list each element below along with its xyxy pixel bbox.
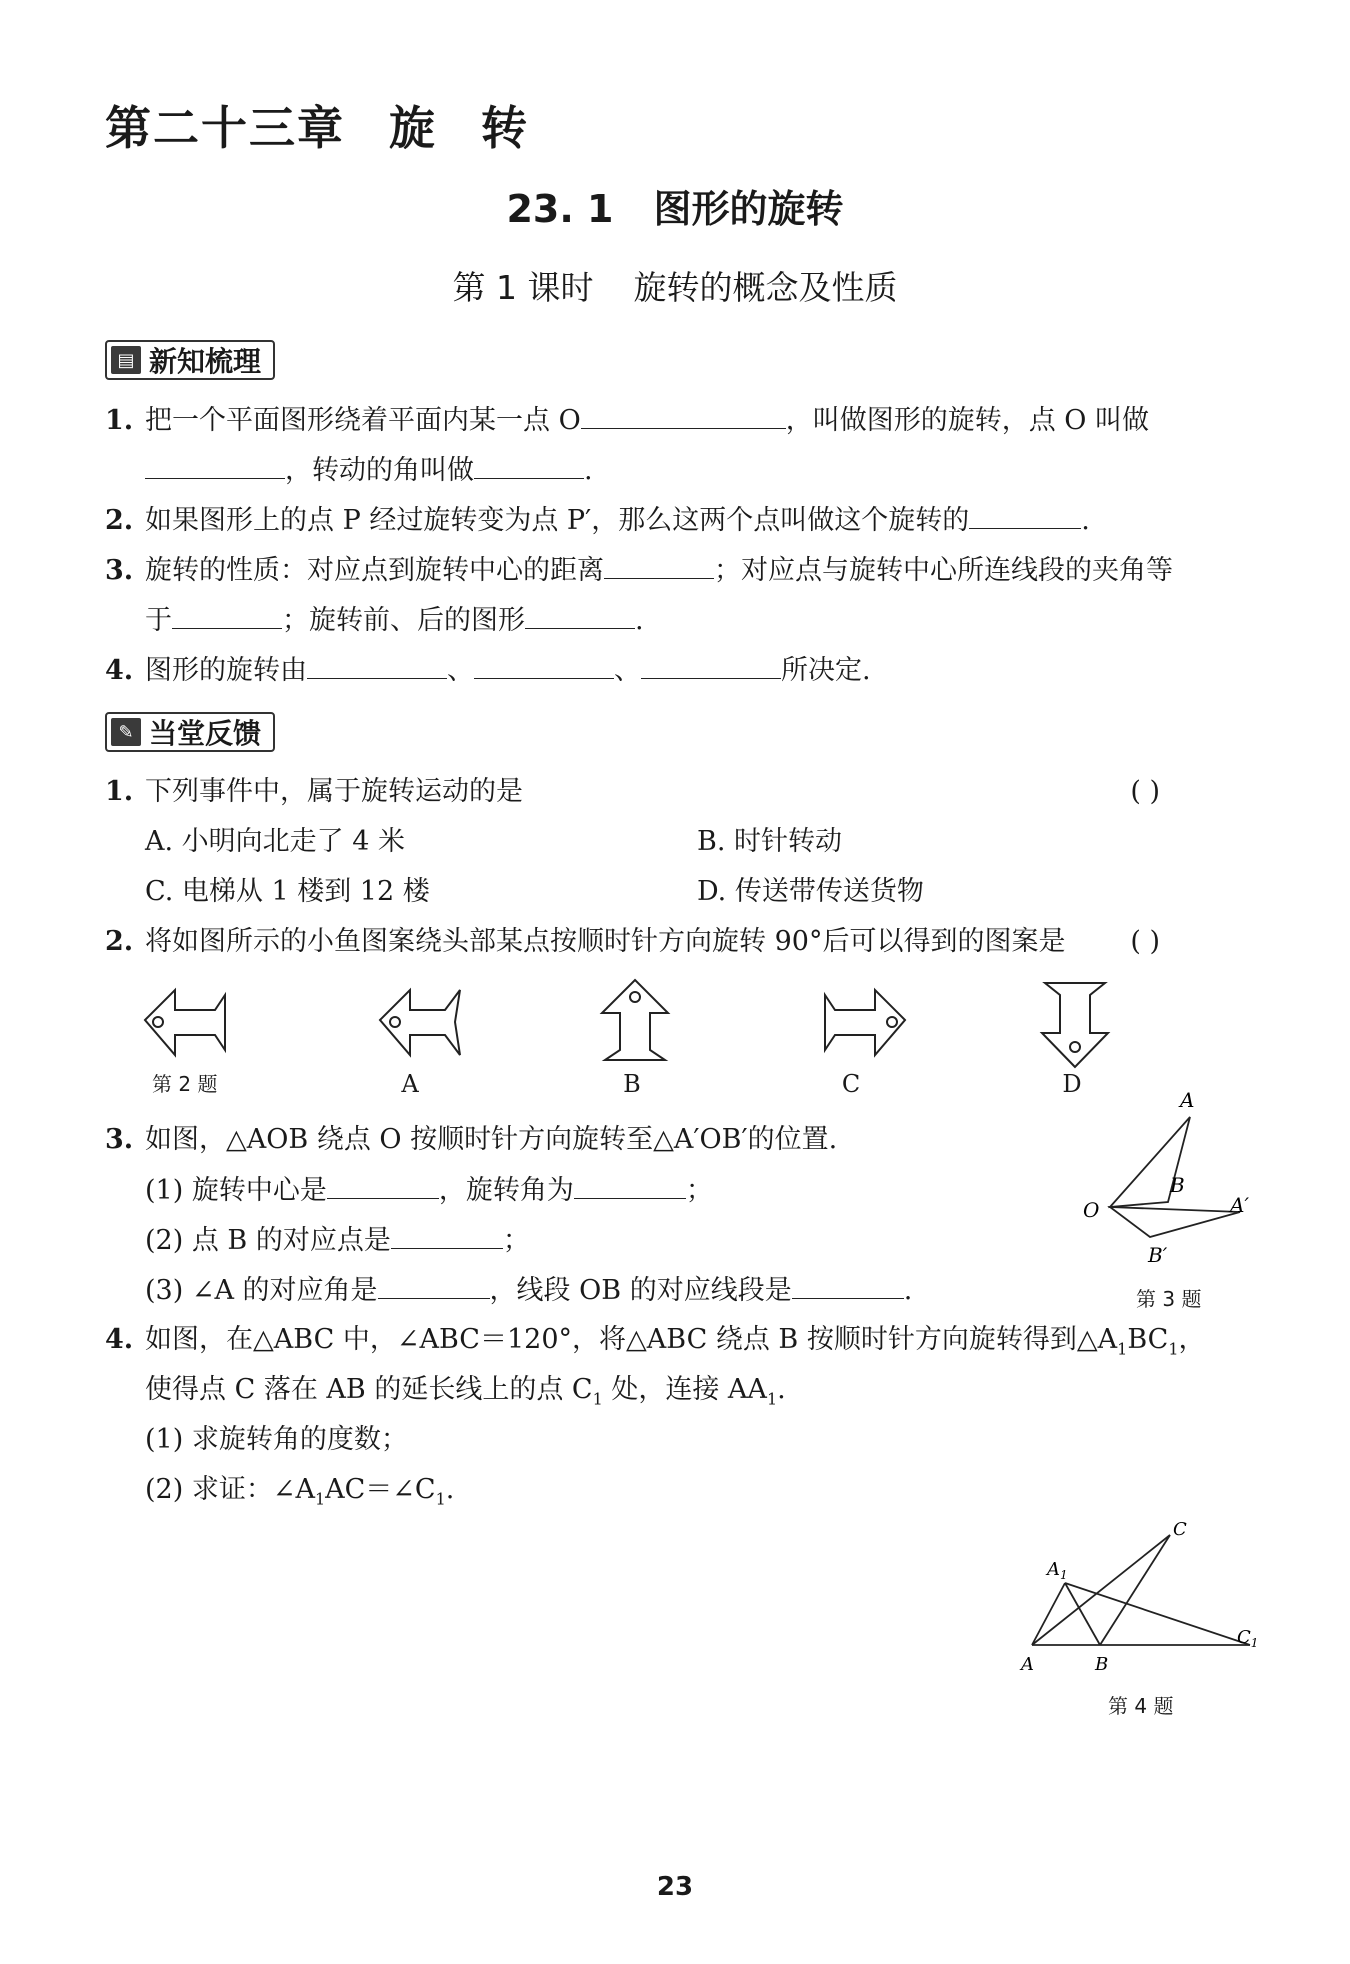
question-text: 把一个平面图形绕着平面内某一点 O	[145, 405, 581, 436]
figure-3-diagram	[1080, 1082, 1260, 1272]
lesson-title: 第 1 课时 旋转的概念及性质	[452, 268, 898, 307]
line-a-a1	[1032, 1583, 1065, 1645]
point-label-o: O	[1083, 1198, 1100, 1222]
page-number: 23	[656, 1872, 694, 1902]
answer-paren[interactable]: ( )	[1130, 776, 1160, 807]
question-number: 2.	[105, 505, 134, 536]
question-text: 处，连接 AA	[602, 1374, 767, 1405]
pencil-icon: ✎	[111, 718, 141, 746]
question-number: 2.	[105, 926, 134, 957]
answer-blank[interactable]	[581, 400, 786, 429]
option-a: A. 小明向北走了 4 米	[145, 826, 406, 857]
answer-paren[interactable]: ( )	[1130, 926, 1160, 957]
fish-option-c	[825, 990, 905, 1055]
question-text: 、	[614, 655, 641, 686]
figure-caption: 第 2 题	[152, 1072, 218, 1096]
answer-blank[interactable]	[574, 1170, 686, 1199]
line-a-c	[1032, 1535, 1170, 1645]
question-text: ，叫做图形的旋转，点 O 叫做	[785, 405, 1150, 436]
fish-option-b	[602, 980, 668, 1060]
figure-4-diagram	[1015, 1515, 1265, 1675]
s2-question-3-part-3	[105, 1270, 912, 1311]
s1-question-4	[105, 650, 871, 691]
point-label-c1: $C_1$	[1237, 1627, 1259, 1650]
fish-original	[145, 990, 225, 1055]
point-label-a: A	[1021, 1654, 1034, 1675]
question-text: .	[777, 1374, 786, 1405]
option-d: D. 传送带传送货物	[697, 876, 924, 907]
point-label-a-prime: A′	[1230, 1193, 1249, 1217]
question-text: .	[903, 1275, 913, 1306]
s1-question-1-cont	[105, 450, 593, 491]
question-text: (2) 求证：∠A	[145, 1474, 315, 1505]
figure-label-c: C	[841, 1070, 861, 1098]
question-text: .	[445, 1474, 455, 1505]
point-label-b-prime: B′	[1148, 1243, 1168, 1267]
question-text: .	[635, 605, 644, 636]
subscript: 1	[1117, 1339, 1128, 1359]
question-text: BC	[1127, 1324, 1169, 1355]
question-text: ；旋转前、后的图形	[282, 605, 525, 636]
s2-question-3-part-1	[105, 1170, 713, 1211]
option-c: C. 电梯从 1 楼到 12 楼	[145, 876, 430, 907]
question-number: 1.	[105, 405, 134, 436]
question-text: ；	[502, 1225, 530, 1256]
triangle-aob-prime	[1110, 1207, 1240, 1237]
answer-blank[interactable]	[307, 650, 447, 679]
point-label-a: A	[1180, 1088, 1195, 1112]
question-text: 如图，△AOB 绕点 O 按顺时针方向旋转至△A′OB′的位置.	[145, 1124, 838, 1155]
answer-blank[interactable]	[391, 1220, 503, 1249]
question-text: 将如图所示的小鱼图案绕头部某点按顺时针方向旋转 90°后可以得到的图案是	[145, 926, 1066, 957]
answer-blank[interactable]	[641, 650, 781, 679]
figure-label-d: D	[1062, 1070, 1082, 1098]
question-text: ，	[1178, 1324, 1206, 1355]
point-label-c: C	[1173, 1519, 1187, 1540]
question-number: 1.	[105, 776, 134, 807]
s1-question-3-cont	[105, 600, 644, 641]
s2-question-3-part-2	[105, 1220, 530, 1261]
s2-question-4-part-2	[105, 1470, 454, 1519]
answer-blank[interactable]	[327, 1170, 439, 1199]
question-text: ，线段 OB 的对应线段是	[489, 1275, 792, 1306]
question-text: 所决定.	[781, 655, 871, 686]
point-label-b: B	[1095, 1654, 1109, 1675]
answer-blank[interactable]	[604, 550, 714, 579]
book-icon: ▤	[111, 346, 141, 374]
line-b-c	[1100, 1535, 1170, 1645]
s2-question-4-cont	[105, 1370, 786, 1419]
figure-caption: 第 4 题	[1108, 1694, 1174, 1718]
question-text: 下列事件中，属于旋转运动的是	[145, 776, 523, 807]
figure-caption: 第 3 题	[1136, 1287, 1202, 1311]
question-number: 4.	[105, 1324, 134, 1355]
s2-question-4	[105, 1320, 1206, 1369]
fish-option-a	[380, 990, 460, 1055]
question-text: 于	[145, 605, 172, 636]
point-label-b: B	[1170, 1173, 1185, 1197]
figure-label-b: B	[623, 1070, 641, 1098]
question-text: AC＝∠C	[325, 1474, 436, 1505]
section-heading-feedback	[105, 712, 275, 752]
question-text: ；对应点与旋转中心所连线段的夹角等	[714, 555, 1173, 586]
option-b: B. 时针转动	[697, 826, 843, 857]
question-text: 旋转的性质：对应点到旋转中心的距离	[145, 555, 604, 586]
question-text: 使得点 C 落在 AB 的延长线上的点 C	[145, 1374, 593, 1405]
question-text: (2) 点 B 的对应点是	[145, 1225, 391, 1256]
answer-blank[interactable]	[474, 650, 614, 679]
subscript: 1	[435, 1489, 446, 1509]
answer-blank[interactable]	[378, 1270, 490, 1299]
s2-question-2	[105, 922, 1255, 962]
question-text: .	[1081, 505, 1090, 536]
s1-question-1	[105, 400, 1149, 441]
s2-question-1	[105, 772, 1255, 812]
section-title: 23. 1 图形的旋转	[506, 187, 844, 231]
question-text: ，旋转角为	[438, 1175, 574, 1206]
section-heading-new-knowledge	[105, 340, 275, 380]
question-text: 如图，在△ABC 中，∠ABC＝120°，将△ABC 绕点 B 按顺时针方向旋转得到△A	[145, 1324, 1118, 1355]
section-heading-label: 新知梳理	[149, 345, 262, 378]
answer-blank[interactable]	[172, 600, 282, 629]
line-a1-c1	[1065, 1583, 1250, 1645]
answer-blank[interactable]	[525, 600, 635, 629]
question-text: (3) ∠A 的对应角是	[145, 1275, 378, 1306]
chapter-title: 第二十三章 旋 转	[105, 101, 529, 155]
question-text: ，转动的角叫做	[285, 455, 474, 486]
figure-label-a: A	[401, 1070, 419, 1098]
subscript: 1	[766, 1389, 778, 1409]
question-text: (1) 旋转中心是	[145, 1175, 327, 1206]
s1-question-3	[105, 550, 1173, 591]
answer-blank[interactable]	[474, 450, 584, 479]
s1-question-2	[105, 500, 1090, 541]
answer-blank[interactable]	[792, 1270, 904, 1299]
answer-blank[interactable]	[969, 500, 1081, 529]
question-number: 3.	[105, 555, 134, 586]
answer-blank[interactable]	[145, 450, 285, 479]
subscript: 1	[314, 1489, 326, 1509]
question-text: .	[584, 455, 593, 486]
question-number: 3.	[105, 1124, 134, 1155]
question-number: 4.	[105, 655, 134, 686]
section-heading-label: 当堂反馈	[149, 717, 262, 750]
s2-question-3	[105, 1120, 837, 1160]
question-text: ；	[685, 1175, 713, 1206]
subscript: 1	[1168, 1339, 1179, 1359]
point-label-a1: $A_1$	[1047, 1559, 1068, 1582]
question-text: 如果图形上的点 P 经过旋转变为点 P′，那么这两个点叫做这个旋转的	[145, 505, 970, 536]
subscript: 1	[592, 1389, 603, 1409]
fish-option-d	[1042, 983, 1108, 1067]
question-text: (1) 求旋转角的度数；	[145, 1424, 408, 1455]
s2-question-4-part-1	[105, 1420, 408, 1460]
question-text: 、	[447, 655, 474, 686]
question-text: 图形的旋转由	[145, 655, 307, 686]
